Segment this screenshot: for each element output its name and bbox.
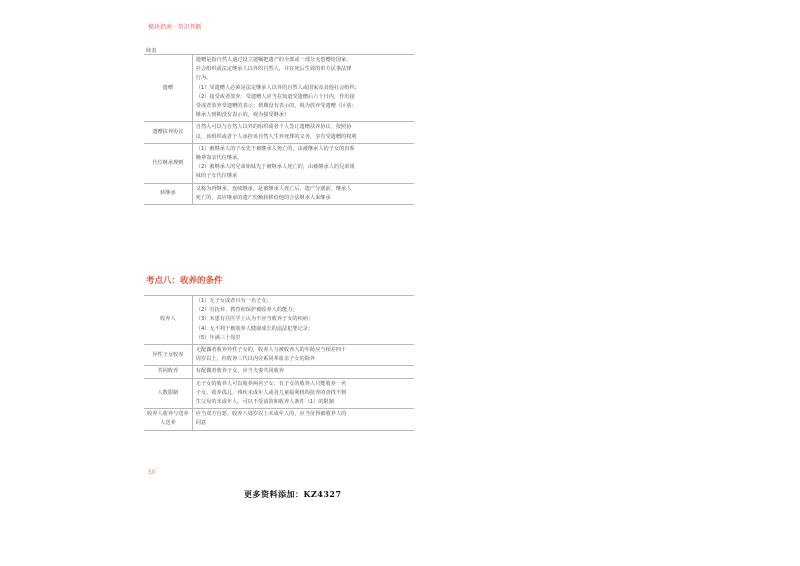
text-line: 周岁以上，但收养三代以内旁系同辈血亲子女的除外: [195, 356, 316, 363]
text-line: 有配偶者收养子女，应当夫妻共同收养: [195, 368, 284, 375]
row-key: 收养人: [144, 296, 192, 345]
page-header: 模块指南 · 常识判断: [148, 24, 202, 31]
text-line: （3）未患有在医学上认为不应当收养子女的疾病；: [195, 316, 314, 323]
text-line: 遗赠是指自然人通过设立遗嘱把遗产的全部或一部分无偿赠给国家、: [195, 57, 352, 63]
text-line: 应当双方自愿。收养八周岁以上未成年人的，应当征得被收养人的: [195, 411, 347, 418]
text-line: 继承人到期没有表示的，视为接受继承）: [195, 112, 290, 119]
table-row: [144, 143, 414, 183]
footer-note: 更多资料添加：KZ4327: [244, 489, 342, 499]
document-page: [138, 12, 416, 552]
text-line: （4）无不利于被收养人健康成长的违法犯罪记录；: [195, 325, 314, 332]
row-value: [192, 183, 414, 204]
adoption-table: [144, 295, 414, 431]
row-key: 遗赠扶养协议: [144, 122, 192, 143]
row-key: 异性子女收养: [144, 345, 192, 366]
text-line: 妹的子女代位继承: [195, 173, 238, 180]
row-key: 人数限制: [144, 378, 192, 409]
row-key: 共同收养: [144, 366, 192, 378]
text-line: 无配偶者收养异性子女的，收养人与被收养人的年龄应当相差四十: [195, 347, 347, 354]
table-row: [144, 296, 414, 345]
row-value: [192, 409, 414, 430]
text-line: （1）被继承人的子女先于被继承人死亡的，由被继承人的子女的直系: [195, 145, 355, 152]
text-line: 生父母的未成年人，可以不受前款和收养人条件（1）的限制: [195, 399, 334, 406]
table-row: [144, 183, 414, 204]
page-number: 50: [148, 469, 156, 476]
row-value: [192, 143, 414, 183]
table-row: [144, 409, 414, 430]
text-line: 无子女的收养人可以收养两名子女；有子女的收养人只能收养一名: [195, 380, 347, 387]
text-line: （5）年满三十周岁: [195, 334, 241, 341]
row-key: 转继承: [144, 183, 192, 204]
table-row: [144, 122, 414, 143]
text-line: （1）受遗赠人必须是法定继承人以外的自然人或国家及其他社会组织；: [195, 84, 360, 91]
continued-label: 续表: [146, 48, 157, 54]
section-title: 考点八：收养的条件: [146, 276, 223, 286]
text-line: 受或者放弃受遗赠的表示；到期没有表示的，视为放弃受遗赠（区别：: [195, 103, 357, 110]
table-row: [144, 55, 414, 122]
text-line: 同意: [195, 420, 207, 427]
table-row: [144, 345, 414, 366]
row-value: [192, 122, 414, 143]
row-key: 收养人收养与送养人送养: [144, 409, 192, 430]
row-value: [192, 366, 414, 378]
text-line: 子女。收养孤儿、残疾未成年人或者儿童福利机构抚养的查找不到: [195, 389, 347, 396]
text-line: （2）被继承人的兄弟姐妹先于被继承人死亡的，由被继承人的兄弟姐: [195, 164, 355, 171]
row-value: [192, 378, 414, 409]
row-value: [192, 345, 414, 366]
text-line: 死亡的，其应继承的遗产份额转移给他的合法继承人来继承: [195, 194, 331, 201]
text-line: 晚辈血亲代位继承。: [195, 155, 243, 162]
text-line: 自然人可以与自然人以外的组织或者个人签订遗赠扶养协议。按照协: [195, 124, 352, 131]
row-key: 遗赠: [144, 55, 192, 122]
text-line: 又称为再继承、连续继承，是被继承人死亡后，遗产分割前，继承人: [195, 185, 352, 192]
text-line: 社会组织或法定继承人以外的自然人，并在死后生效的单方民事法律: [195, 66, 352, 73]
text-line: （2）有抚养、教育和保护被收养人的能力；: [195, 307, 298, 314]
text-line: 行为。: [195, 75, 212, 82]
text-line: （2）接受或者放弃：受遗赠人应当在知道受遗赠后六十日内，作出接: [195, 93, 355, 100]
text-line: 议，该组织或者个人承担该自然人生养死葬的义务，享有受遗赠的权利: [195, 133, 357, 140]
row-value: [192, 55, 414, 122]
table-row: [144, 366, 414, 378]
row-value: [192, 296, 414, 345]
inheritance-table: [144, 54, 414, 205]
row-key: 代位继承规则: [144, 143, 192, 183]
text-line: （1）无子女或者只有一名子女；: [195, 298, 272, 304]
table-row: [144, 378, 414, 409]
